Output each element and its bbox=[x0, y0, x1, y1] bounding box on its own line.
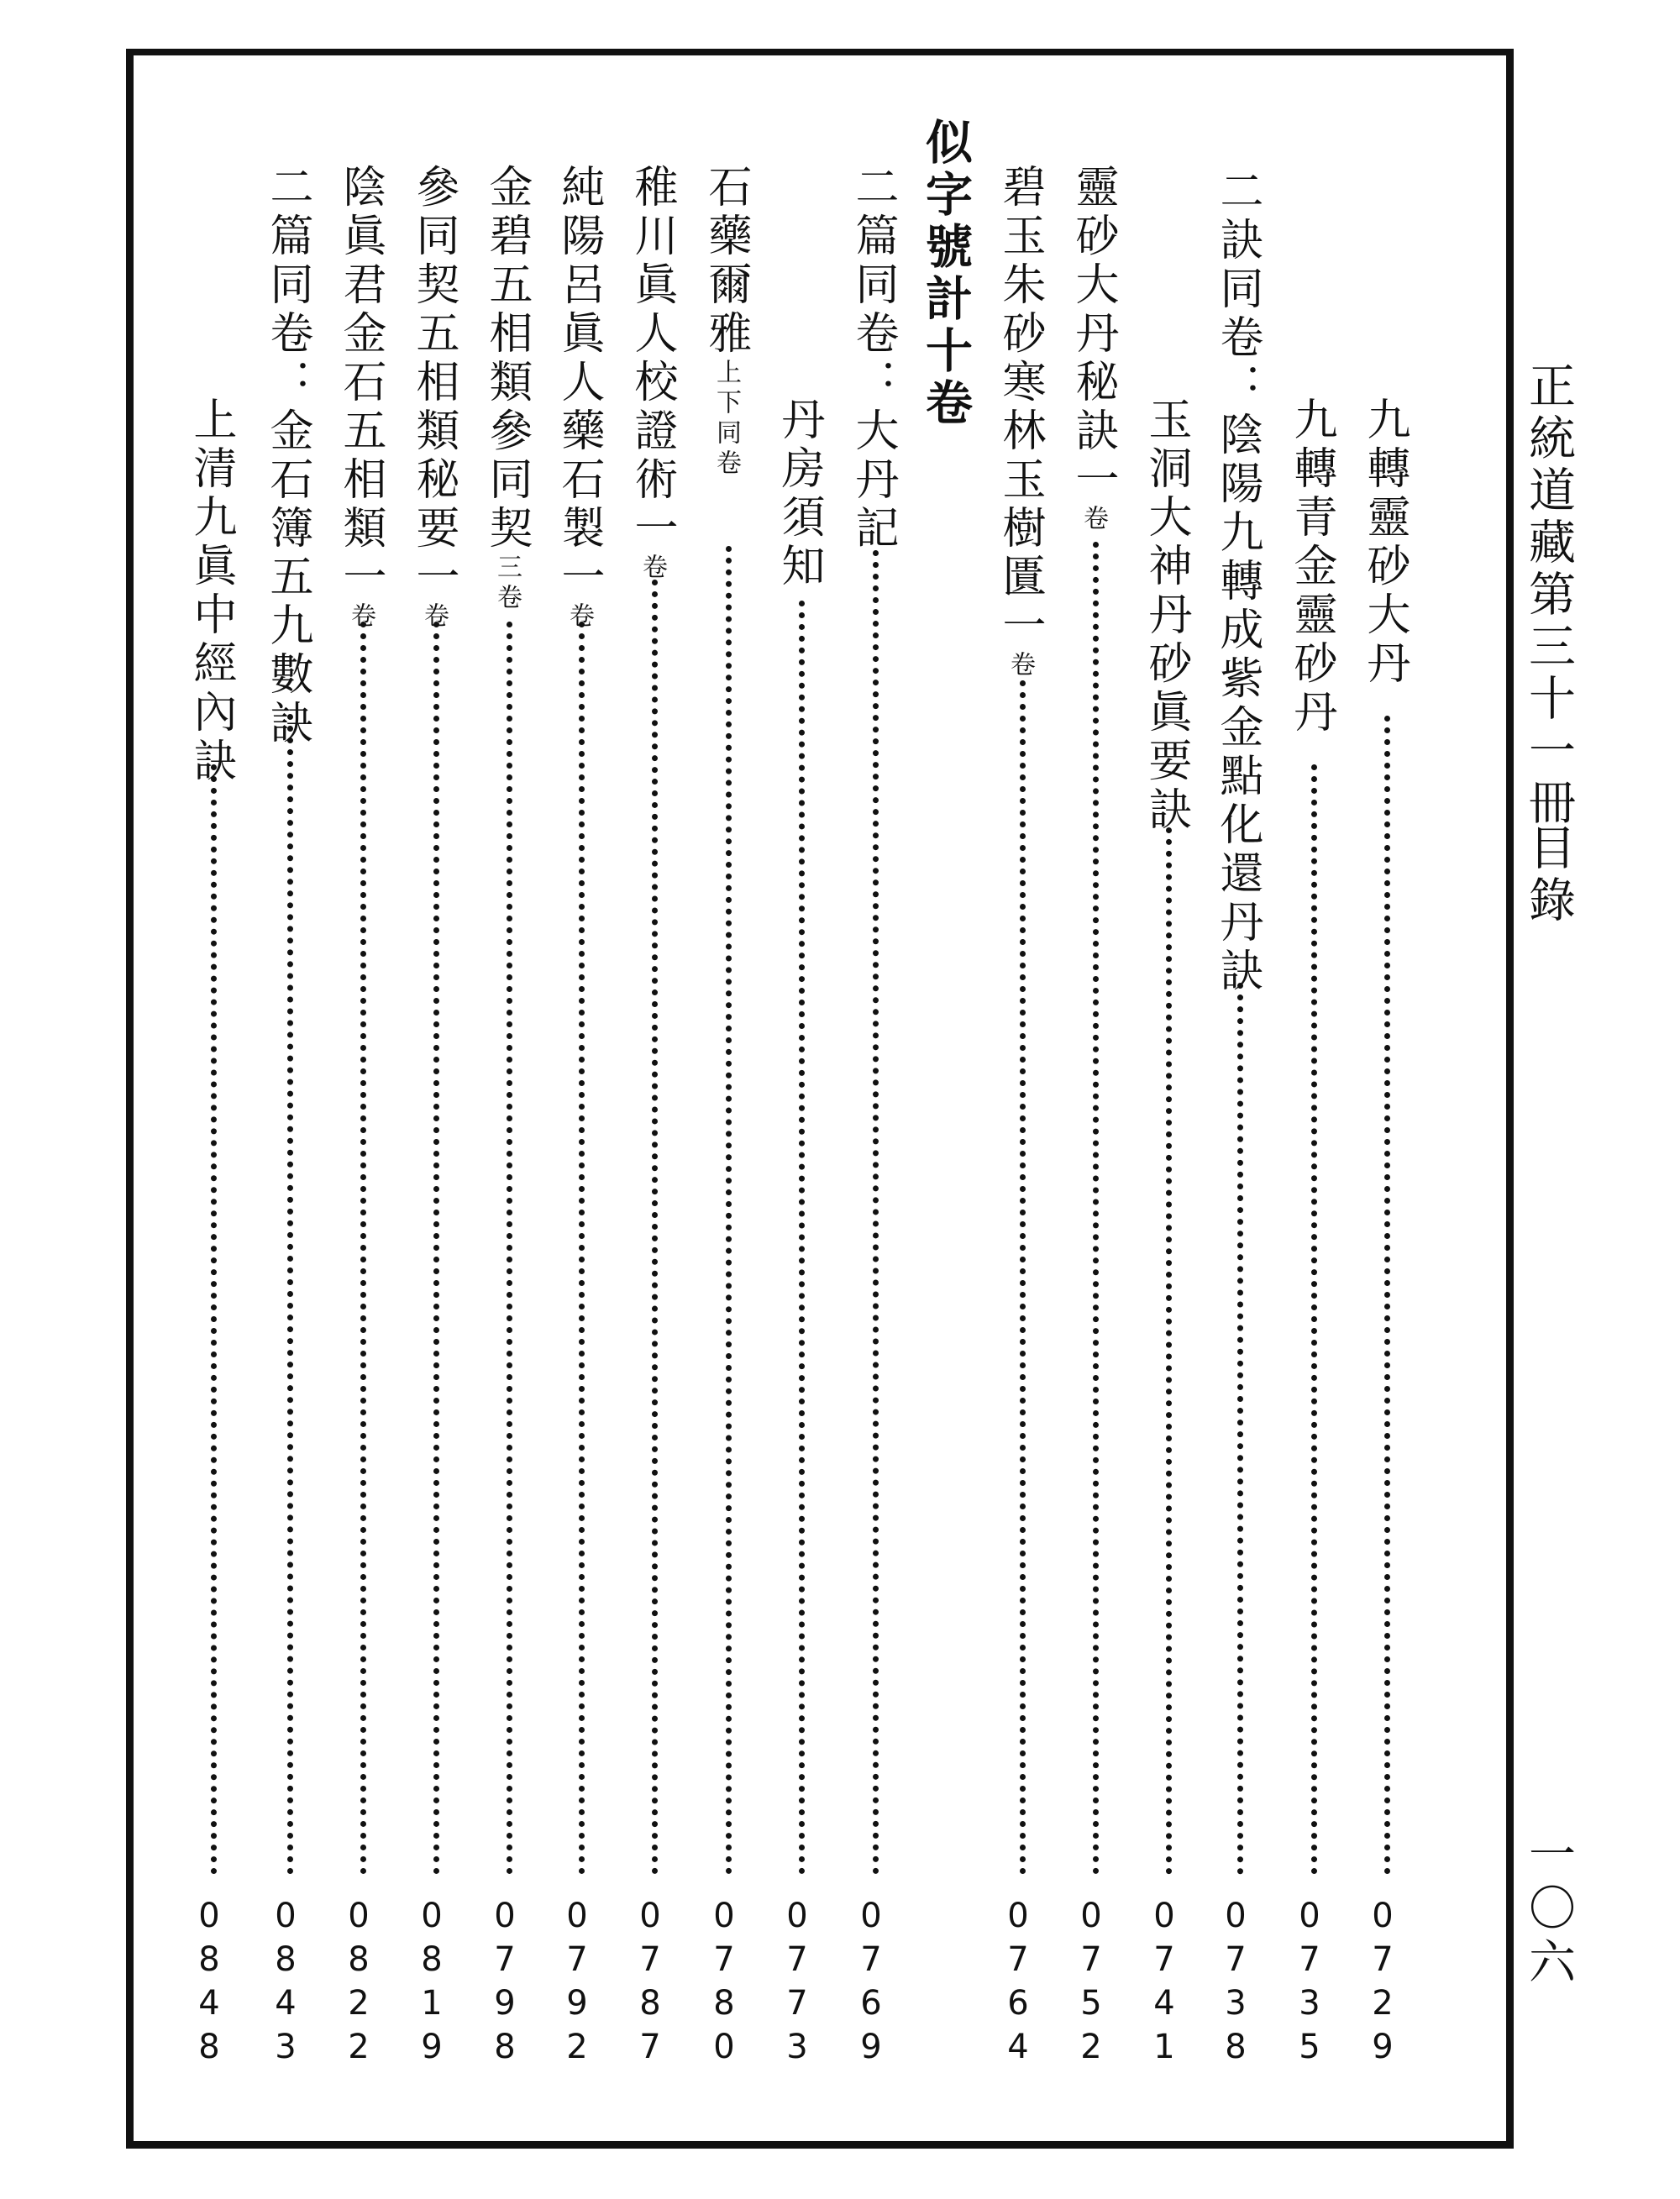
entry-page: 0769 bbox=[860, 1897, 882, 2066]
entry-title-text: 靈砂大丹秘訣一 bbox=[1068, 164, 1118, 505]
leader-dots bbox=[1237, 983, 1243, 1875]
page-number: 一〇六 bbox=[1521, 1829, 1576, 1991]
entry-title bbox=[554, 164, 604, 632]
entry-title-text: 石藥爾雅 bbox=[701, 164, 751, 359]
leader-dots bbox=[799, 601, 805, 1875]
entry-page: 0738 bbox=[1225, 1897, 1247, 2066]
entry-page: 0843 bbox=[275, 1897, 297, 2066]
leader-dots bbox=[433, 622, 439, 1875]
entry-note: 卷 bbox=[564, 602, 594, 632]
entry-note: 卷 bbox=[346, 602, 375, 632]
entry-title: 九轉青金靈砂丹 bbox=[1286, 396, 1336, 737]
entry-title bbox=[995, 164, 1045, 681]
entry-page: 0741 bbox=[1153, 1897, 1175, 2066]
entry-page: 0729 bbox=[1372, 1897, 1394, 2066]
entry-title bbox=[1068, 164, 1118, 535]
entry-title-text: 參同契五相類秘要一 bbox=[408, 164, 459, 602]
entry-title bbox=[335, 164, 386, 632]
leader-dots bbox=[1020, 680, 1026, 1875]
entry-title-text: 陰眞君金石五相類一 bbox=[335, 164, 386, 602]
group-heading: 似字號計十卷 bbox=[918, 118, 974, 430]
entry-title bbox=[627, 164, 677, 584]
entry-title: 玉洞大神丹砂眞要訣 bbox=[1141, 396, 1191, 835]
leader-dots bbox=[726, 546, 732, 1875]
entry-page: 0798 bbox=[494, 1897, 516, 2066]
entry-title-text: 金碧五相類參同契 bbox=[481, 164, 532, 554]
entry-title bbox=[408, 164, 459, 632]
entry-note: 卷 bbox=[419, 602, 449, 632]
entry-note: 三卷 bbox=[492, 554, 522, 614]
entry-page: 0764 bbox=[1007, 1897, 1029, 2066]
entry-title bbox=[701, 164, 751, 480]
entry-page: 0787 bbox=[639, 1897, 661, 2066]
leader-dots bbox=[360, 622, 366, 1875]
entry-title: 丹房須知 bbox=[774, 396, 824, 591]
leader-dots bbox=[211, 764, 217, 1875]
entry-page: 0819 bbox=[421, 1897, 443, 2066]
entry-title-text: 稚川眞人校證術一 bbox=[627, 164, 677, 554]
entry-title: 上清九眞中經內訣 bbox=[186, 396, 236, 786]
leader-dots bbox=[579, 622, 585, 1875]
entry-note: 卷 bbox=[1005, 651, 1035, 681]
leader-dots bbox=[507, 622, 512, 1875]
entry-page: 0848 bbox=[198, 1897, 220, 2066]
entry-title bbox=[481, 164, 532, 614]
section-title: 目錄 bbox=[1521, 823, 1576, 927]
entry-page: 0773 bbox=[786, 1897, 808, 2066]
entry-title-text: 純陽呂眞人藥石製一 bbox=[554, 164, 604, 602]
entry-page: 0780 bbox=[713, 1897, 735, 2066]
entry-title: 九轉靈砂大丹 bbox=[1359, 396, 1410, 689]
entry-page: 0735 bbox=[1299, 1897, 1320, 2066]
entry-page: 0822 bbox=[348, 1897, 370, 2066]
entry-page: 0792 bbox=[566, 1897, 588, 2066]
entry-title: 二篇同卷：大丹記 bbox=[848, 164, 898, 554]
entry-note: 卷 bbox=[1079, 505, 1108, 535]
leader-dots bbox=[652, 580, 658, 1875]
leader-dots bbox=[1384, 716, 1390, 1875]
entry-title: 二篇同卷：金石簿五九數訣 bbox=[262, 164, 312, 748]
leader-dots bbox=[287, 714, 293, 1875]
entry-note: 卷 bbox=[638, 554, 667, 584]
leader-dots bbox=[1166, 827, 1172, 1875]
entry-title-text: 碧玉朱砂寒林玉樹匱一 bbox=[995, 164, 1045, 651]
leader-dots bbox=[1311, 764, 1317, 1875]
volume-title: 正統道藏第三十一冊 bbox=[1521, 361, 1576, 830]
page-border bbox=[126, 49, 1514, 2149]
entry-title: 二訣同卷：陰陽九轉成紫金點化還丹訣 bbox=[1212, 168, 1263, 996]
leader-dots bbox=[873, 550, 879, 1875]
entry-note: 上下同卷 bbox=[711, 359, 741, 480]
leader-dots bbox=[1093, 542, 1099, 1875]
entry-page: 0752 bbox=[1080, 1897, 1102, 2066]
